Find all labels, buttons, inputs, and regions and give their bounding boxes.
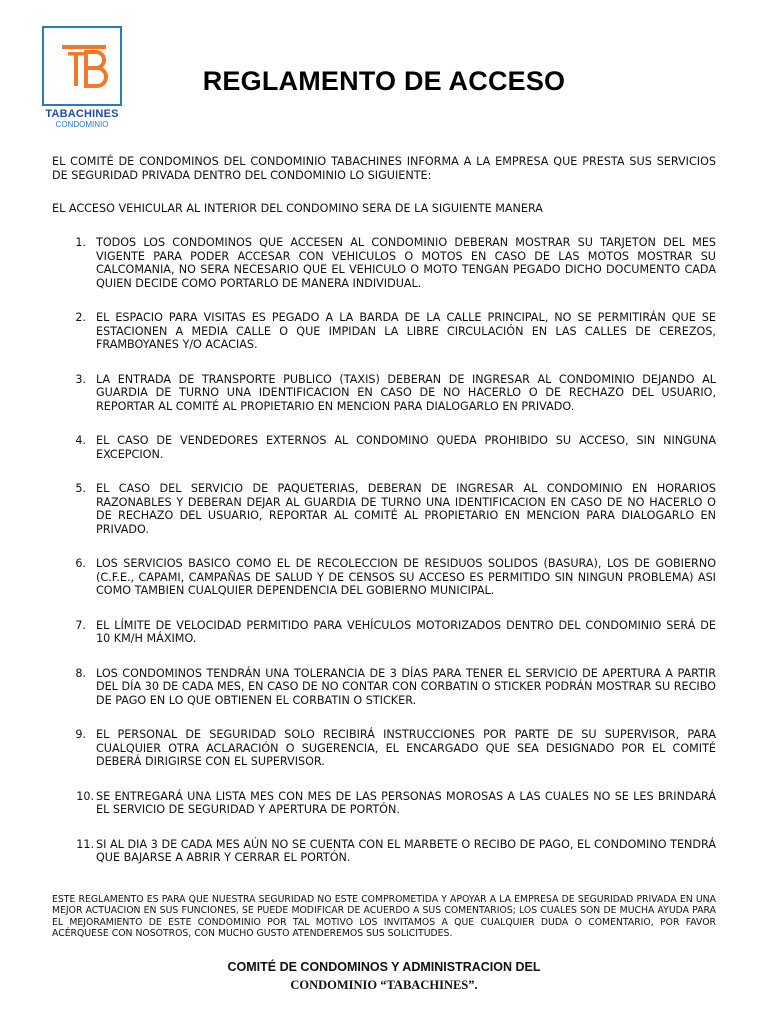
- rule-number: 7.: [75, 618, 86, 632]
- rule-item-5: [52, 482, 716, 536]
- logo-brand-subtitle: CONDOMINIO: [55, 120, 109, 129]
- rule-text: EL LÍMITE DE VELOCIDAD PERMITIDO PARA VEHÍCULOS MOTORIZADOS DENTRO DEL CONDOMINIO SERÁ DE 10 KM/H MÁXIMO.: [96, 618, 716, 645]
- rule-item-11: [52, 838, 716, 865]
- rule-number: 11.: [76, 837, 94, 851]
- rule-number: 3.: [75, 372, 86, 386]
- document-title: REGLAMENTO DE ACCESO: [202, 66, 566, 96]
- rule-number: 6.: [75, 557, 86, 570]
- rule-item-8: [52, 667, 716, 708]
- rule-text: EL PERSONAL DE SEGURIDAD SOLO RECIBIRÁ INSTRUCCIONES POR PARTE DE SU SUPERVISOR, PARA CUALQUIER OTRA ACLARACIÓN O SUGERENCIA, EL ENCARGADO QUE SEA DESIGNADO POR EL COMITÉ DEBERÁ DIRIGIRSE CON EL SUPERVISOR.: [96, 728, 716, 768]
- rule-text: LOS SERVICIOS BASICO COMO EL DE RECOLECCION DE RESIDUOS SOLIDOS (BASURA), LOS DE GOBIERNO (C.F.E., CAPAMI, CAMPAÑAS DE SALUD Y DE CENSOS SU ACCESO ES PERMITIDO SIN NINGUN PROBLEMA) ASI COMO TAMBIEN CUALQUIER DEPENDENCIA DEL GOBIERNO MUNICIPAL.: [96, 557, 716, 597]
- rule-text: EL CASO DEL SERVICIO DE PAQUETERIAS, DEBERAN DE INGRESAR AL CONDOMINIO EN HORARIOS RAZONABLES Y DEBERAN DEJAR AL GUARDIA DE TURNO UNA IDENTIFICACION EN CASO DE NO HACERLO O DE RECHAZO DEL USUARIO, REPORTAR AL COMITÉ AL PROPIETARIO EN MENCION PARA DIALOGARLO EN PRIVADO.: [96, 482, 716, 536]
- rule-item-3: [52, 373, 716, 414]
- rule-number: 1.: [75, 236, 86, 249]
- rule-text: TODOS LOS CONDOMINOS QUE ACCESEN AL CONDOMINIO DEBERAN MOSTRAR SU TARJETON DEL MES VIGENTE PARA PODER ACCESAR CON VEHICULOS O MOTOS EN CASO DE LAS MOTOS MOSTRAR SU CALCOMANIA, NO SERA NECESARIO QUE EL VEHICULO O MOTO TENGAN PEGADO DICHO DOCUMENTO CADA QUIEN DECIDE COMO PORTARLO DE MANERA INDIVIDUAL.: [96, 236, 716, 290]
- rule-text: EL CASO DE VENDEDORES EXTERNOS AL CONDOMINO QUEDA PROHIBIDO SU ACCESO, SIN NINGUNA EXCEPCION.: [96, 434, 716, 461]
- footer-note: ESTE REGLAMENTO ES PARA QUE NUESTRA SEGURIDAD NO ESTE COMPROMETIDA Y APOYAR A LA EMPRESA DE SEGURIDAD PRIVADA EN UNA MEJOR ACTUACION EN SUS FUNCIONES, SE PUEDE MODIFICAR DE ACUERDO A SUS COMENTARIOS; LOS CUALES SON DE MUCHA AYUDA PARA EL MEJORAMIENTO DE ESTE CONDOMINIO POR TAL MOTIVO LOS INVITAMOS A QUE CUALQUIER DUDA O COMENTARIO, POR FAVOR ACÉRQUESE CON NOSOTROS, CON MUCHO GUSTO ATENDEREMOS SUS SOLICITUDES.: [52, 894, 716, 939]
- rule-number: 8.: [75, 666, 86, 680]
- rule-text: LOS CONDOMINOS TENDRÁN UNA TOLERANCIA DE 3 DÍAS PARA TENER EL SERVICIO DE APERTURA A PARTIR DEL DÍA 30 DE CADA MES, EN CASO DE NO CONTAR CON CORBATIN O STICKER PODRÁN MOSTRAR SU RECIBO DE PAGO EN LO QUE OBTIENEN EL CORBATIN O STICKER.: [96, 666, 716, 707]
- access-heading: EL ACCESO VEHICULAR AL INTERIOR DEL CONDOMINO SERA DE LA SIGUIENTE MANERA: [52, 202, 543, 215]
- rule-item-9: [52, 728, 716, 769]
- intro-paragraph: EL COMITÉ DE CONDOMINOS DEL CONDOMINIO TABACHINES INFORMA A LA EMPRESA QUE PRESTA SUS SERVICIOS DE SEGURIDAD PRIVADA DENTRO DEL CONDOMINIO LO SIGUIENTE:: [52, 155, 716, 182]
- rule-item-1: [52, 236, 716, 290]
- rule-number: 4.: [75, 434, 86, 447]
- logo-brand-name: TABACHINES: [45, 108, 119, 120]
- rule-item-10: [52, 790, 716, 817]
- signature-line-2: CONDOMINIO “TABACHINES”.: [290, 978, 478, 992]
- rule-text: EL ESPACIO PARA VISITAS ES PEGADO A LA BARDA DE LA CALLE PRINCIPAL, NO SE PERMITIRÁN QUE SE ESTACIONEN A MEDIA CALLE O QUE IMPIDAN LA LIBRE CIRCULACIÓN EN LAS CALLES DE CEREZOS, FRAMBOYANES Y/O ACACIAS.: [96, 311, 716, 351]
- rule-text: SI AL DIA 3 DE CADA MES AÚN NO SE CUENTA CON EL MARBETE O RECIBO DE PAGO, EL CONDOMINO TENDRÁ QUE BAJARSE A ABRIR Y CERRAR EL PORTÓN.: [96, 837, 716, 864]
- rule-item-7: [52, 619, 716, 646]
- rule-item-4: [52, 434, 716, 461]
- rule-number: 10.: [76, 789, 94, 803]
- rule-number: 5.: [75, 482, 86, 495]
- signature-line-1: COMITÉ DE CONDOMINOS Y ADMINISTRACION DEL: [227, 960, 541, 974]
- tabachines-logo: [42, 26, 122, 106]
- rule-number: 9.: [75, 728, 86, 741]
- rule-number: 2.: [75, 311, 86, 324]
- tb-monogram-icon: [60, 42, 108, 90]
- rule-text: SE ENTREGARÁ UNA LISTA MES CON MES DE LAS PERSONAS MOROSAS A LAS CUALES NO SE LES BRINDARÁ EL SERVICIO DE SEGURIDAD Y APERTURA DE PORTÓN.: [96, 789, 716, 816]
- rule-item-6: [52, 557, 716, 598]
- rule-item-2: [52, 311, 716, 352]
- rules-list: [52, 236, 716, 865]
- rule-text: LA ENTRADA DE TRANSPORTE PUBLICO (TAXIS) DEBERAN DE INGRESAR AL CONDOMINIO DEJANDO AL GUARDIA DE TURNO UNA IDENTIFICACION EN CASO DE NO HACERLO O DE RECHAZO DEL USUARIO, REPORTAR AL COMITÉ AL PROPIETARIO EN MENCION PARA DIALOGARLO EN PRIVADO.: [96, 372, 716, 413]
